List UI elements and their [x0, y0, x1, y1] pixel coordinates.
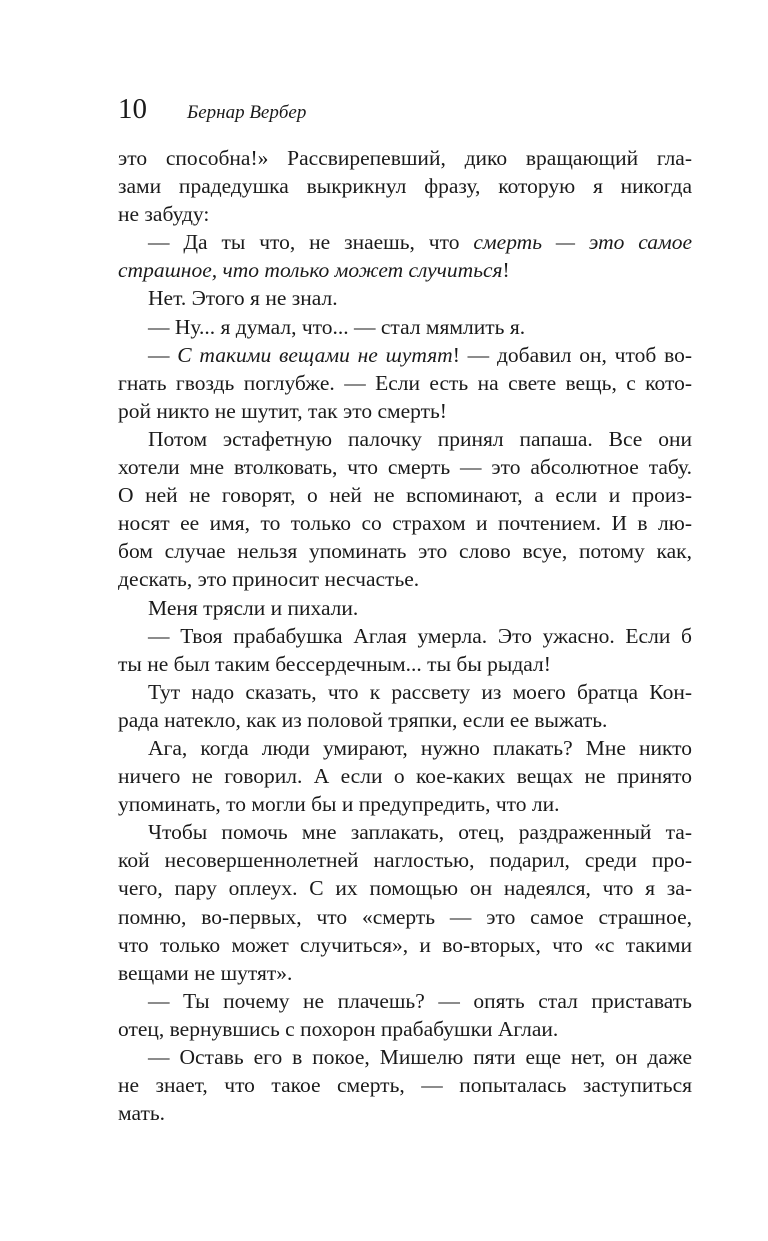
- text-run: зами прадедушка выкрикнул фразу, которую я никогда: [118, 174, 692, 199]
- text-run: ты не был таким бессердечным... ты бы рыдал!: [118, 651, 551, 676]
- text-run: рада натекло, как из половой тряпки, если ее выжать.: [118, 707, 608, 732]
- text-line: [118, 706, 692, 734]
- text-line: [118, 537, 692, 565]
- text-run: Нет. Этого я не знал.: [148, 286, 338, 311]
- text-run: это способна!» Рассвирепевший, дико вращающий гла-: [118, 146, 692, 170]
- text-run: не забуду:: [118, 202, 210, 227]
- text-line: [118, 172, 692, 200]
- text-line: [118, 594, 692, 622]
- page-header: [118, 92, 306, 126]
- text-run: чего, пару оплеух. С их помощью он надеялся, что я за-: [118, 876, 692, 901]
- text-line: [118, 818, 692, 846]
- text-line: [118, 1043, 692, 1071]
- text-line: [118, 228, 692, 256]
- text-run: Чтобы помочь мне заплакать, отец, раздраженный та-: [148, 820, 692, 845]
- text-line: [118, 284, 692, 312]
- text-line: [118, 481, 692, 509]
- text-run: упоминать, то могли бы и предупредить, что ли.: [118, 792, 560, 817]
- text-run: — Да ты что, не знаешь, что: [148, 230, 474, 255]
- text-run: гнать гвоздь поглубже. — Если есть на свете вещь, с кото-: [118, 370, 692, 395]
- text-run: ничего не говорил. А если о кое-каких вещах не принято: [118, 764, 692, 789]
- body-text: [118, 144, 692, 1127]
- text-run: —: [148, 342, 178, 367]
- text-run: Меня трясли и пихали.: [148, 595, 359, 620]
- text-run: что только может случиться», и во-вторых, что «с такими: [118, 932, 692, 957]
- text-line: [118, 678, 692, 706]
- text-run: рой никто не шутит, так это смерть!: [118, 398, 447, 423]
- text-run: кой несовершеннолетней наглостью, подарил, среди про-: [118, 848, 692, 873]
- text-run: вещами не шутят».: [118, 960, 293, 985]
- text-run: бом случае нельзя упоминать это слово всуе, потому как,: [118, 539, 692, 564]
- text-line: [118, 903, 692, 931]
- text-line: [118, 790, 692, 818]
- text-line: [118, 734, 692, 762]
- text-line: [118, 987, 692, 1015]
- text-run: ! — добавил он, чтоб во-: [452, 342, 692, 367]
- text-line: [118, 256, 692, 284]
- italic-text: страшное, что только может случиться: [118, 258, 503, 283]
- text-run: носят ее имя, то только со страхом и почтением. И в лю-: [118, 511, 692, 536]
- text-run: — Ты почему не плачешь? — опять стал приставать: [148, 988, 692, 1013]
- text-line: [118, 622, 692, 650]
- italic-text: смерть — это самое: [473, 230, 692, 255]
- text-run: — Твоя прабабушка Аглая умерла. Это ужасно. Если б: [148, 623, 692, 648]
- text-line: [118, 509, 692, 537]
- text-line: [118, 144, 692, 172]
- text-line: [118, 650, 692, 678]
- text-line: [118, 425, 692, 453]
- text-run: — Оставь его в покое, Мишелю пяти еще нет, он даже: [148, 1045, 692, 1069]
- text-line: [118, 874, 692, 902]
- text-run: Тут надо сказать, что к рассвету из моего братца Кон-: [148, 679, 692, 704]
- text-line: [118, 1071, 692, 1099]
- text-run: мать.: [118, 1101, 166, 1126]
- text-run: О ней не говорят, о ней не вспоминают, а если и произ-: [118, 483, 692, 508]
- text-line: [118, 931, 692, 959]
- text-run: — Ну... я думал, что... — стал мямлить я.: [148, 314, 526, 339]
- text-line: [118, 397, 692, 425]
- text-run: отец, вернувшись с похорон прабабушки Аглаи.: [118, 1016, 559, 1041]
- text-line: [118, 453, 692, 481]
- running-title: Бернар Вербер: [187, 102, 307, 123]
- text-line: [118, 1099, 692, 1127]
- italic-text: С такими вещами не шутят: [177, 342, 453, 367]
- text-line: [118, 762, 692, 790]
- text-line: [118, 313, 692, 341]
- text-run: Ага, когда люди умирают, нужно плакать? Мне никто: [148, 735, 692, 760]
- text-line: [118, 565, 692, 593]
- text-run: !: [502, 258, 510, 283]
- text-run: хотели мне втолковать, что смерть — это абсолютное табу.: [118, 455, 692, 480]
- text-line: [118, 369, 692, 397]
- text-line: [118, 846, 692, 874]
- text-line: [118, 341, 692, 369]
- text-line: [118, 200, 692, 228]
- text-line: [118, 1015, 692, 1043]
- text-run: не знает, что такое смерть, — попыталась заступиться: [118, 1073, 692, 1098]
- text-run: дескать, это приносит несчастье.: [118, 567, 420, 592]
- text-line: [118, 959, 692, 987]
- text-run: Потом эстафетную палочку принял папаша. Все они: [148, 426, 692, 451]
- page-number: 10: [118, 93, 147, 125]
- text-run: помню, во-первых, что «смерть — это самое страшное,: [118, 904, 692, 929]
